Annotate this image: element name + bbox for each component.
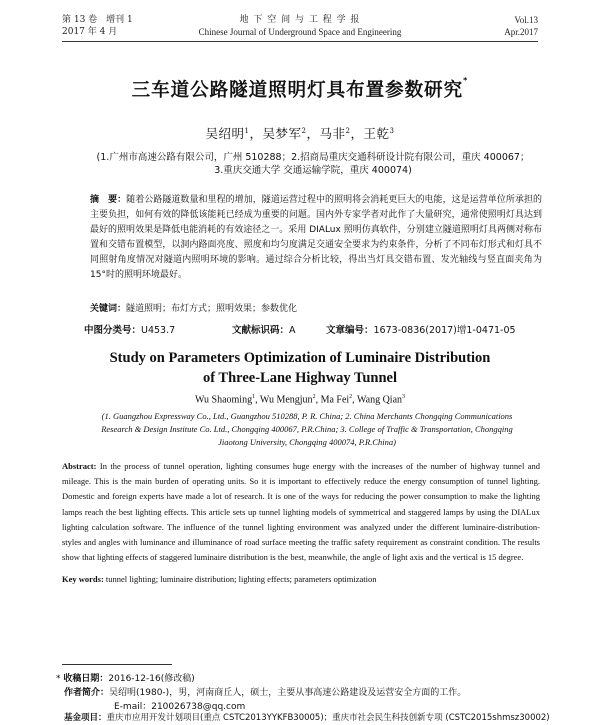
cn-title-footnote-mark: * (463, 76, 469, 85)
en-author: Wu Mengjun (259, 394, 313, 406)
footnote-received (56, 672, 195, 687)
article-number (326, 322, 516, 336)
cn-keywords-label: 关键词： (90, 304, 127, 314)
author-bio: 吴绍明(1980-)，男，河南商丘人，硕士，主要从事高速公路建设及运营安全方面的工作。 (109, 688, 467, 698)
footnote-marker: * (56, 674, 61, 684)
doc-value: A (289, 325, 296, 336)
en-author-sup: 1 (252, 394, 256, 400)
cn-author: 吴绍明 (205, 126, 245, 141)
cn-title-text: 三车道公路隧道照明灯具布置参数研究 (131, 80, 464, 101)
fund-line-2: (CSTC2015shmsz30002) (445, 713, 550, 723)
en-keywords-text: tunnel lighting; luminaire distribution; lighting effects; parameters optimization (105, 574, 377, 584)
article-value: 1673-0836(2017)增1-0471-05 (373, 325, 516, 336)
cn-author: 王乾 (363, 126, 390, 141)
footnote-author (64, 686, 466, 701)
en-author: Wu Shaoming (194, 394, 253, 406)
received-date: 2016-12-16(修改稿) (108, 674, 195, 684)
cn-affiliation-line: 3.重庆交通大学 交通运输学院，重庆 400074) (214, 165, 412, 176)
header-date-cn: 2017 年 4 月 (62, 27, 118, 37)
en-title-line: Study on Parameters Optimization of Luminaire Distribution (109, 350, 491, 366)
en-keywords (62, 572, 540, 587)
document-code (232, 322, 296, 336)
en-abstract-label: Abstract: (62, 461, 97, 471)
fund-label: 基金项目： (64, 713, 107, 723)
header-journal-en: Chinese Journal of Underground Space and Engineering (198, 27, 402, 37)
author-bio-label: 作者简介： (64, 688, 110, 698)
en-author: Ma Fei (320, 394, 350, 406)
en-abstract-text: In the process of tunnel operation, lighting consumes huge energy with the increases of the number of highway tunnel and mileage. This is the main burden of operating units. So it is important to effectively reduce the energy consumption of tunnel lighting. Domestic and foreign experts have made a lot of research. It is one of the ways for reducing the power consumption to make the lighting lamps reach the best lighting effects. This article sets up tunnel lighting models of symmetrical and staggered lamps by using the DIALux lighting calculation software. The influence of the tunnel lighting environment was analyzed under the different luminaire-distribution-styles and angles with luminance and illuminance of road surface meeting the traffic safety requirement as constraint condition. The results show that lighting effects of staggered luminaire distribution is the best, meanwhile, the angle of light axis and the vertical is 15 degree. (62, 461, 541, 563)
cn-abstract-text: 随着公路隧道数量和里程的增加，隧道运营过程中的照明将会消耗更巨大的电能，这是运营单位所承担的主要负担，如何有效的降低该能耗已经成为重要的问题。国内外专家学者对此作了大量研究，通常使照明灯具达到最好的照明效果是降低电能消耗的有效途径之一。采用 DIALux 照明仿真软件，分别建立隧道照明灯具两侧对称布置和交错布置模型，以洞内路面亮度、照度和均匀度满足交通安全要求为约束条件，分析了不同布灯形式和灯具不同照射角度情况对隧道内照明环境的影响。通过综合分析比较，得出当灯具交错布置、发光轴线与竖直面夹角为 15°时的照明环境最好。 (90, 195, 542, 280)
cn-author: 吴梦军 (262, 126, 302, 141)
clc-number (84, 322, 175, 336)
en-keywords-label: Key words: (62, 574, 104, 584)
header-rule (62, 41, 538, 42)
cn-title (0, 76, 600, 102)
cn-authors: 吴绍明$^1$，吴梦军$^2$，马非$^2$，王乾$^3$ (205, 126, 395, 141)
cn-keywords-text: 隧道照明；布灯方式；照明效果；参数优化 (126, 304, 298, 314)
fund-line-1: 重庆市应用开发计划项目(重点 CSTC2013YYKFB30005)；重庆市社会民生科技创新专项 (106, 713, 443, 723)
en-author: Wang Qian (357, 394, 403, 406)
received-label: 收稿日期： (63, 674, 109, 684)
cn-abstract (90, 193, 542, 283)
header-journal-cn: 地 下 空 间 与 工 程 学 报 (239, 15, 361, 25)
cn-author-sup: 3 (389, 126, 395, 135)
cn-affiliation-line: (1.广州市高速公路有限公司，广州 510288；2.招商局重庆交通科研设计院有限公司，重庆 400067； (96, 152, 530, 163)
cn-abstract-label: 摘 要： (90, 195, 127, 205)
cn-author-sup: 2 (345, 126, 351, 135)
cn-author-sup: 1 (244, 126, 250, 135)
en-author-sup: 2 (349, 394, 353, 400)
clc-value: U453.7 (141, 325, 176, 336)
footnote-email: E-mail：210026738@qq.com (114, 702, 246, 712)
doc-label: 文献标识码： (232, 325, 290, 336)
cn-author-sup: 2 (301, 126, 307, 135)
footnote-fund (64, 713, 550, 724)
en-author-sup: 2 (312, 394, 316, 400)
en-title (0, 348, 600, 388)
clc-label: 中图分类号： (84, 325, 142, 336)
cn-author: 马非 (319, 126, 346, 141)
cn-affiliations (78, 151, 548, 177)
en-affiliation: (1. Guangzhou Expressway Co., Ltd., Guangzhou 510288, P. R. China; 2. China Merchants Chongqing Communications Research & Design Institute Co. Ltd., Chongqing 400067, P.R.China; 3. College of Traffic & Transportation, Chongqing Jiaotong University, Chongqing 400074, P.R.China) (101, 411, 513, 447)
en-title-line: of Three-Lane Highway Tunnel (202, 370, 398, 386)
footnote-rule (62, 664, 172, 665)
en-abstract (62, 459, 540, 565)
header-date-en: Apr.2017 (504, 27, 538, 37)
article-label: 文章编号： (326, 325, 374, 336)
en-authors: Wu Shaoming$^1$, Wu Mengjun$^2$, Ma Fei$^2$, Wang Qian$^3$ (194, 394, 406, 406)
header-volume-cn: 第 13 卷 增刊 1 (62, 15, 133, 25)
en-author-sup: 3 (402, 394, 406, 400)
cn-keywords (90, 302, 542, 317)
header-volume-en: Vol.13 (514, 15, 538, 25)
